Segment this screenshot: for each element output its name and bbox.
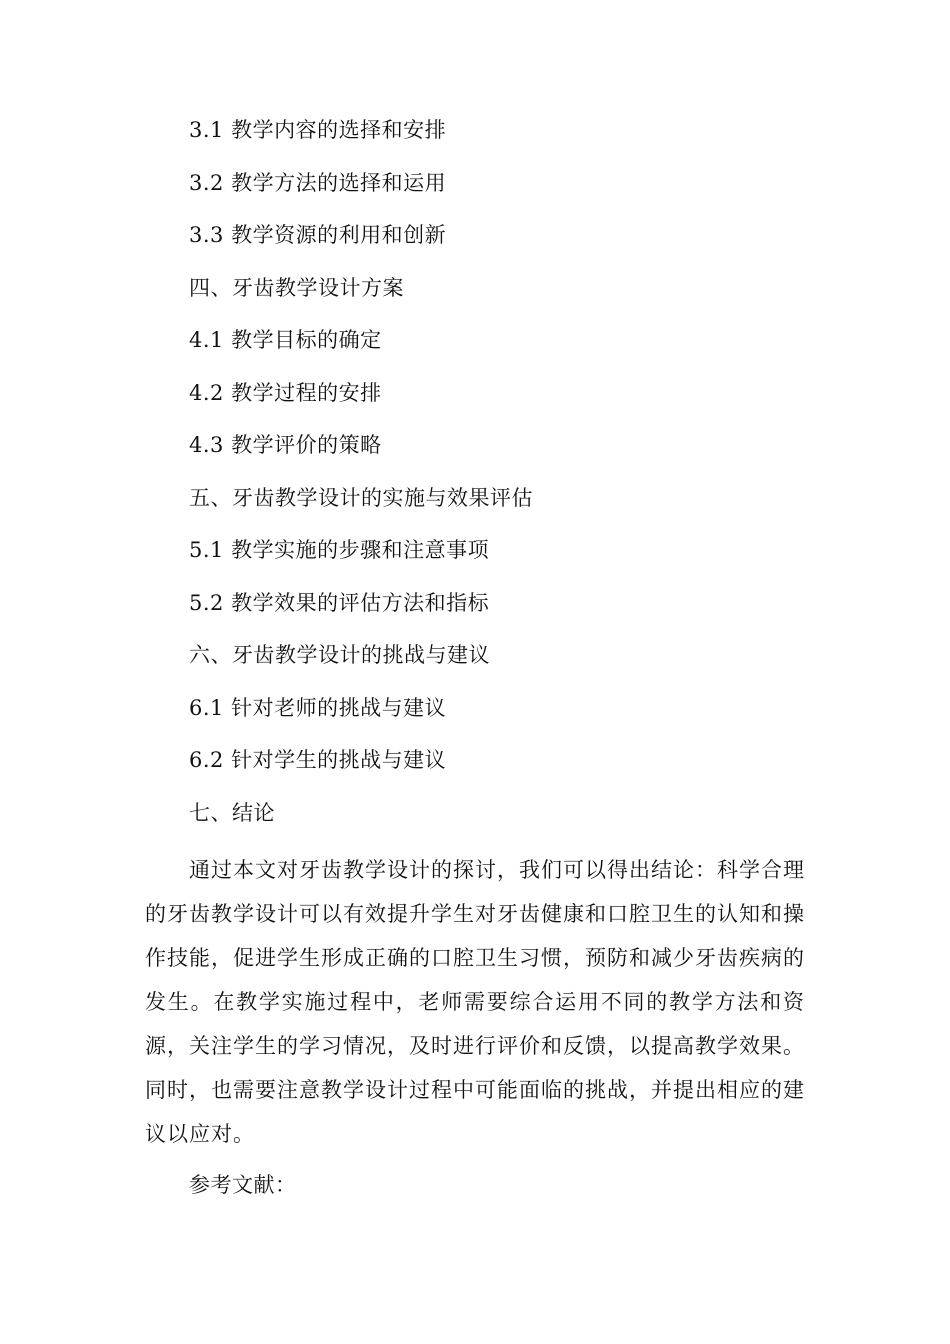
section-heading-4: 四、牙齿教学设计方案 <box>189 276 404 300</box>
outline-item-5-1: 5.1 教学实施的步骤和注意事项 <box>189 538 490 562</box>
section-heading-7: 七、结论 <box>189 801 275 825</box>
section-heading-5: 五、牙齿教学设计的实施与效果评估 <box>189 486 533 510</box>
outline-item-6-2: 6.2 针对学生的挑战与建议 <box>189 748 447 772</box>
outline-item-4-2: 4.2 教学过程的安排 <box>189 381 382 405</box>
outline-item-3-1: 3.1 教学内容的选择和安排 <box>189 118 447 142</box>
conclusion-paragraph: 通过本文对牙齿教学设计的探讨，我们可以得出结论：科学合理的牙齿教学设计可以有效提升学生对牙齿健康和口腔卫生的认知和操作技能，促进学生形成正确的口腔卫生习惯，预防和减少牙齿疾病的发生。在教学实施过程中，老师需要综合运用不同的教学方法和资源，关注学生的学习情况，及时进行评价和反馈，以提高教学效果。同时，也需要注意教学设计过程中可能面临的挑战，并提出相应的建议以应对。 <box>145 858 805 1146</box>
outline-item-6-1: 6.1 针对老师的挑战与建议 <box>189 696 447 720</box>
references-heading: 参考文献： <box>189 1173 297 1197</box>
section-heading-6: 六、牙齿教学设计的挑战与建议 <box>189 643 490 667</box>
outline-item-3-3: 3.3 教学资源的利用和创新 <box>189 223 447 247</box>
outline-item-4-1: 4.1 教学目标的确定 <box>189 328 382 352</box>
outline-item-5-2: 5.2 教学效果的评估方法和指标 <box>189 591 490 615</box>
outline-item-4-3: 4.3 教学评价的策略 <box>189 433 382 457</box>
outline-item-3-2: 3.2 教学方法的选择和运用 <box>189 171 447 195</box>
